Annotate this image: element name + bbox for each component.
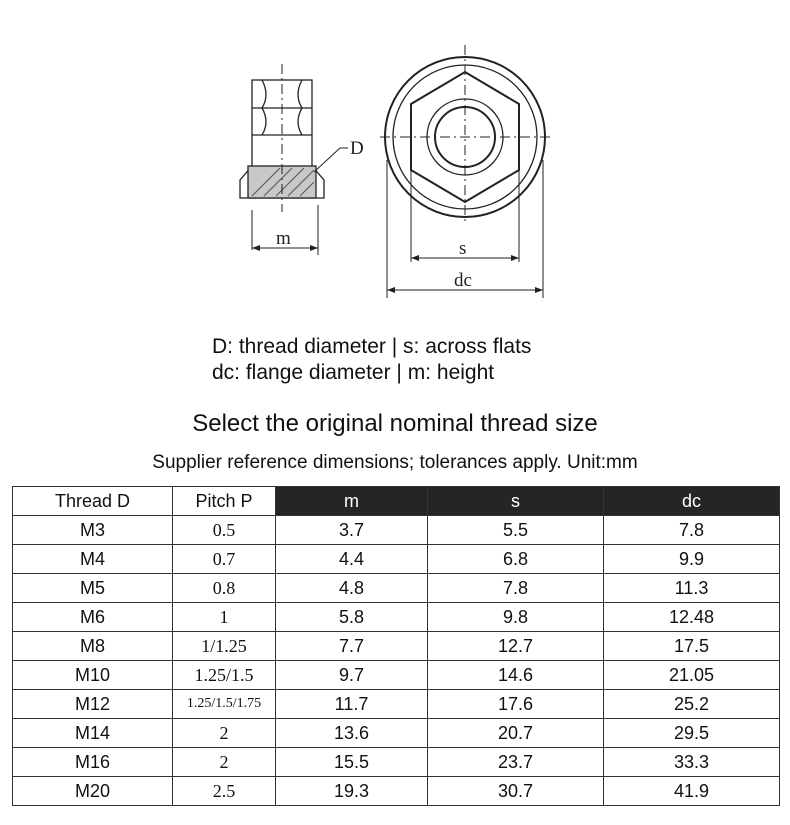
cell-pitch: 0.8: [173, 574, 276, 603]
cell-m: 4.8: [276, 574, 428, 603]
cell-pitch: 2: [173, 719, 276, 748]
cell-pitch: 2.5: [173, 777, 276, 806]
cell-s: 5.5: [428, 516, 604, 545]
cell-thread: M5: [13, 574, 173, 603]
cell-m: 13.6: [276, 719, 428, 748]
cell-pitch: 0.7: [173, 545, 276, 574]
table-header-row: [13, 487, 780, 516]
cell-m: 19.3: [276, 777, 428, 806]
cell-dc: 11.3: [604, 574, 780, 603]
cell-m: 4.4: [276, 545, 428, 574]
cell-pitch: 0.5: [173, 516, 276, 545]
cell-pitch: 1/1.25: [173, 632, 276, 661]
cell-m: 5.8: [276, 603, 428, 632]
cell-s: 20.7: [428, 719, 604, 748]
cell-dc: 21.05: [604, 661, 780, 690]
cell-s: 12.7: [428, 632, 604, 661]
label-s: s: [459, 238, 467, 259]
page-heading: Select the original nominal thread size: [192, 410, 598, 437]
cell-dc: 33.3: [604, 748, 780, 777]
dimension-legend: [212, 334, 531, 386]
cell-dc: 25.2: [604, 690, 780, 719]
table-row: [13, 690, 780, 719]
cell-pitch: 2: [173, 748, 276, 777]
cell-thread: M8: [13, 632, 173, 661]
header-m: m: [276, 487, 428, 516]
cell-s: 7.8: [428, 574, 604, 603]
table-row: [13, 545, 780, 574]
cell-s: 23.7: [428, 748, 604, 777]
cell-thread: M4: [13, 545, 173, 574]
dimension-table: [12, 486, 780, 806]
table-row: [13, 603, 780, 632]
cell-pitch: 1.25/1.5: [173, 661, 276, 690]
cell-thread: M20: [13, 777, 173, 806]
header-thread-d: Thread D: [13, 487, 173, 516]
cell-thread: M14: [13, 719, 173, 748]
cell-thread: M16: [13, 748, 173, 777]
table-row: [13, 632, 780, 661]
table-row: [13, 574, 780, 603]
cell-dc: 7.8: [604, 516, 780, 545]
legend-line-2: dc: flange diameter | m: height: [212, 361, 495, 384]
cell-dc: 29.5: [604, 719, 780, 748]
table-row: [13, 719, 780, 748]
cell-dc: 17.5: [604, 632, 780, 661]
label-dc: dc: [454, 270, 472, 291]
legend-line-1: D: thread diameter | s: across flats: [212, 335, 532, 358]
header-pitch-p: Pitch P: [173, 487, 276, 516]
label-m: m: [276, 228, 291, 249]
cell-dc: 9.9: [604, 545, 780, 574]
table-row: [13, 777, 780, 806]
cell-pitch: 1: [173, 603, 276, 632]
cell-m: 7.7: [276, 632, 428, 661]
cell-thread: M10: [13, 661, 173, 690]
flange-nut-diagram: [230, 40, 570, 305]
cell-m: 11.7: [276, 690, 428, 719]
table-row: [13, 516, 780, 545]
cell-m: 9.7: [276, 661, 428, 690]
label-D: D: [350, 138, 364, 159]
header-s: s: [428, 487, 604, 516]
page-subheading: Supplier reference dimensions; tolerances apply. Unit:mm: [152, 452, 638, 473]
cell-m: 15.5: [276, 748, 428, 777]
cell-thread: M6: [13, 603, 173, 632]
table-row: [13, 748, 780, 777]
cell-s: 14.6: [428, 661, 604, 690]
cell-s: 6.8: [428, 545, 604, 574]
header-dc: dc: [604, 487, 780, 516]
cell-pitch: 1.25/1.5/1.75: [173, 690, 276, 719]
cell-dc: 41.9: [604, 777, 780, 806]
cell-m: 3.7: [276, 516, 428, 545]
cell-thread: M3: [13, 516, 173, 545]
cell-s: 17.6: [428, 690, 604, 719]
cell-dc: 12.48: [604, 603, 780, 632]
table-row: [13, 661, 780, 690]
cell-s: 9.8: [428, 603, 604, 632]
cell-s: 30.7: [428, 777, 604, 806]
cell-thread: M12: [13, 690, 173, 719]
